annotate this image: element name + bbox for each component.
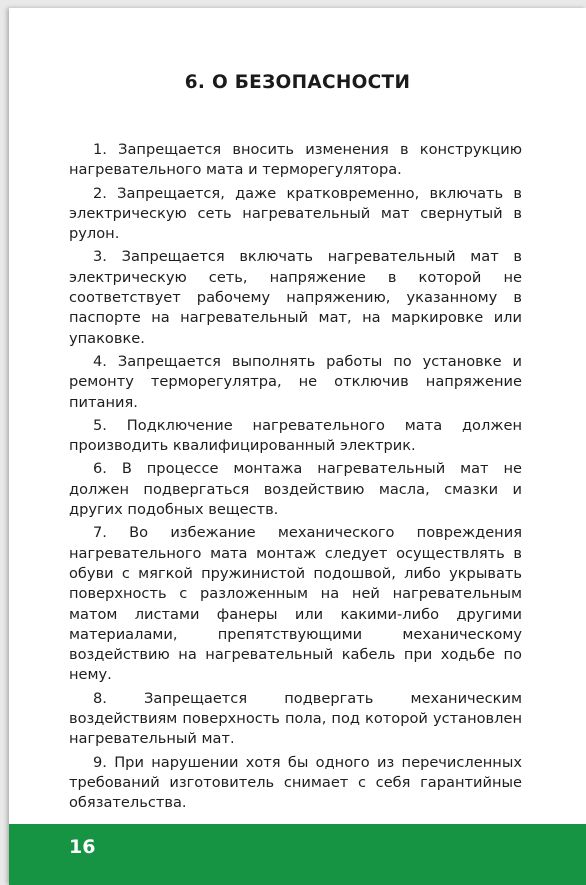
rule-item-1: 1. Запрещается вносить изменения в конструкцию нагревательного мата и терморегулятора. [69,141,522,179]
section-title: 6. О БЕЗОПАСНОСТИ [184,72,411,93]
rule-item-8: 8. Запрещается подвергать механическим воздействиям поверхность пола, под которой установлен нагревательный мат. [69,689,522,748]
rule-item-3: 3. Запрещается включать нагревательный мат в электрическую сеть, напряжение в которой не соответствует рабочему напряжению, указанному в паспорте на нагревательный мат, на маркировке или упаковке. [69,248,522,347]
rule-item-6: 6. В процессе монтажа нагревательный мат не должен подвергаться воздействию масла, смазки и других подобных веществ. [69,460,522,519]
document-page [9,8,586,885]
rule-item-5: 5. Подключение нагревательного мата должен производить квалифицированный электрик. [69,416,522,455]
safety-rules-list [69,140,522,817]
rule-item-7: 7. Во избежание механического повреждения нагревательного мата монтаж следует осуществлять в обуви с мягкой пружинистой подошвой, либо укрывать поверхность с разложенным на ней нагревательным матом листами фанеры или какими-либо другими материалами, препятствующими механическому воздействию на нагревательный кабель при ходьбе по нему. [69,524,522,684]
rule-item-2: 2. Запрещается, даже кратковременно, включать в электрическую сеть нагревательный мат свернутый в рулон. [69,184,522,243]
page-number: 16 [69,836,96,858]
rule-item-4: 4. Запрещается выполнять работы по установке и ремонту терморегулятра, не отключив напряжение питания. [69,352,522,411]
rule-item-9: 9. При нарушении хотя бы одного из перечисленных требований изготовитель снимает с себя гарантийные обязательства. [69,753,522,812]
page-footer-band [9,824,586,885]
